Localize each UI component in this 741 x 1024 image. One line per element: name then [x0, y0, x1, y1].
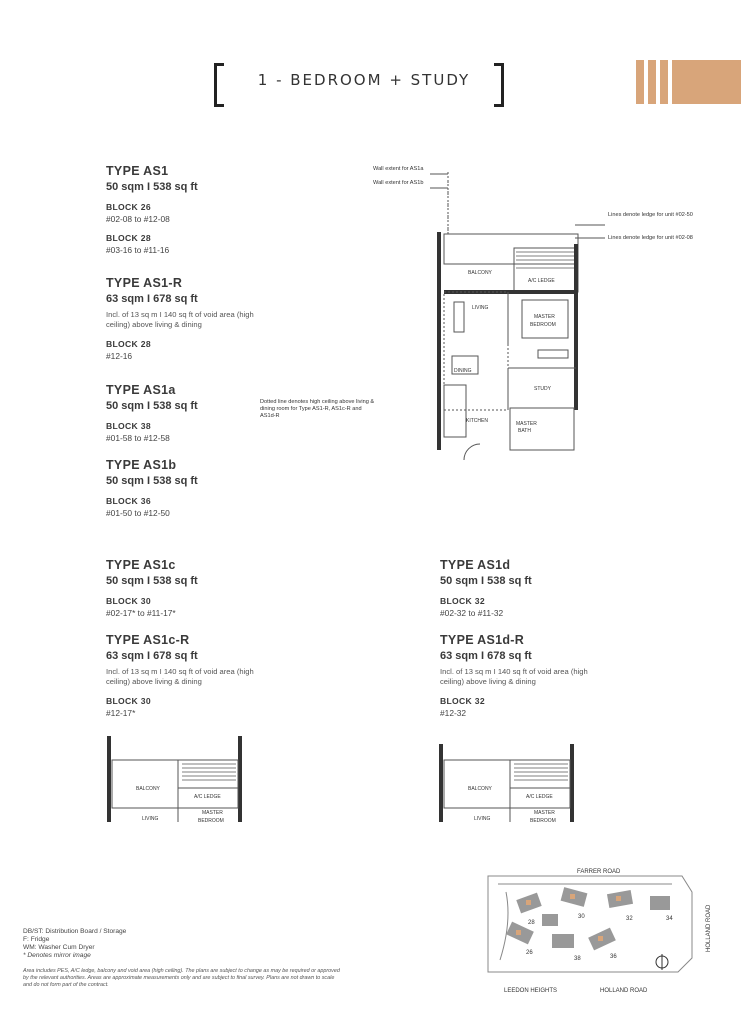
block-units: #02-17* to #11-17*	[106, 608, 176, 618]
title-bracket-left	[214, 63, 224, 107]
unit-type-as1d	[440, 558, 532, 618]
main-floor-plan	[430, 160, 615, 480]
room-master-bedroom-line1: MASTER	[534, 810, 555, 816]
block-number: 32	[626, 916, 633, 922]
unit-type-as1c-r	[106, 633, 266, 718]
annotation-dotted-line: Dotted line denotes high ceiling above living & dining room for Type AS1-R, AS1c-R and AS1d-R	[260, 399, 375, 419]
annotation-wall-as1a: Wall extent for AS1a	[373, 166, 424, 172]
room-master-bedroom-line2: BEDROOM	[198, 818, 224, 824]
partial-plan-as1d-r	[436, 744, 581, 828]
room-living: LIVING	[474, 816, 491, 822]
unit-type-as1c	[106, 558, 198, 618]
block-number: 28	[528, 920, 535, 926]
road-holland-bottom: HOLLAND ROAD	[600, 988, 648, 994]
block-units: #01-58 to #12-58	[106, 433, 170, 443]
room-living: LIVING	[142, 816, 159, 822]
unit-type-name: TYPE AS1c-R	[106, 633, 190, 647]
room-ac-ledge: A/C LEDGE	[528, 278, 555, 284]
annotation-ledge-0208: Lines denote ledge for unit #02-08	[608, 235, 693, 241]
accent-stripe-3	[660, 60, 668, 104]
unit-size: 63 sqm I 678 sq ft	[440, 650, 532, 662]
unit-type-as1	[106, 164, 198, 255]
unit-size: 50 sqm I 538 sq ft	[440, 575, 532, 587]
unit-size: 50 sqm I 538 sq ft	[106, 475, 198, 487]
unit-size: 63 sqm I 678 sq ft	[106, 650, 198, 662]
block-label: BLOCK 36	[106, 496, 151, 506]
road-leedon-heights: LEEDON HEIGHTS	[504, 988, 558, 994]
unit-size: 50 sqm I 538 sq ft	[106, 181, 198, 193]
unit-type-name: TYPE AS1	[106, 164, 169, 178]
room-living: LIVING	[472, 305, 489, 311]
unit-type-name: TYPE AS1b	[106, 458, 177, 472]
block-label: BLOCK 30	[106, 696, 151, 706]
room-balcony: BALCONY	[468, 270, 492, 276]
site-plan	[482, 862, 718, 1002]
page-title: 1 - BEDROOM + STUDY	[257, 71, 471, 89]
block-units: #01-50 to #12-50	[106, 508, 170, 518]
block-number: 30	[578, 914, 585, 920]
block-label: BLOCK 28	[106, 339, 151, 349]
room-ac-ledge: A/C LEDGE	[194, 794, 221, 800]
block-label: BLOCK 30	[106, 596, 151, 606]
room-master-bath-line1: MASTER	[516, 421, 537, 427]
block-label: BLOCK 28	[106, 233, 151, 243]
accent-stripe-1	[636, 60, 644, 104]
block-number: 38	[574, 956, 581, 962]
unit-size: 63 sqm I 678 sq ft	[106, 293, 198, 305]
unit-type-as1d-r	[440, 633, 600, 718]
block-label: BLOCK 38	[106, 421, 151, 431]
block-units: #12-16	[106, 351, 133, 361]
unit-type-as1a	[106, 383, 198, 443]
block-number: 36	[610, 954, 617, 960]
legend	[23, 928, 126, 960]
room-dining: DINING	[454, 368, 472, 374]
unit-type-name: TYPE AS1a	[106, 383, 176, 397]
block-label: BLOCK 32	[440, 696, 485, 706]
legend-db-st: DB/ST: Distribution Board / Storage	[23, 928, 127, 935]
accent-block	[672, 60, 741, 104]
room-master-bedroom-line2: BEDROOM	[530, 818, 556, 824]
annotation-ledge-0250: Lines denote ledge for unit #02-50	[608, 212, 693, 218]
block-units: #02-08 to #12-08	[106, 214, 170, 224]
block-label: BLOCK 32	[440, 596, 485, 606]
unit-type-as1b	[106, 458, 198, 518]
void-area-note: Incl. of 13 sq m I 140 sq ft of void area (high ceiling) above living & dining	[106, 667, 254, 686]
partial-plan-as1c-r	[104, 736, 249, 828]
unit-size: 50 sqm I 538 sq ft	[106, 400, 198, 412]
disclaimer: Area includes PES, A/C ledge, balcony and void area (high ceiling). The plans are subject to change as may be required or approved by the relevant authorities. Areas are approximate measurements only and are subject to final survey. Plans are not drawn to scale and do not form part of the contract.	[23, 968, 340, 988]
block-units: #02-32 to #11-32	[440, 608, 504, 618]
block-number: 26	[526, 950, 533, 956]
unit-type-name: TYPE AS1d-R	[440, 633, 525, 647]
annotation-wall-as1b: Wall extent for AS1b	[373, 180, 424, 186]
legend-fridge: F: Fridge	[23, 936, 50, 943]
void-area-note: Incl. of 13 sq m I 140 sq ft of void area (high ceiling) above living & dining	[106, 310, 254, 329]
road-holland-side: HOLLAND ROAD	[706, 904, 712, 952]
legend-wm: WM: Washer Cum Dryer	[23, 944, 95, 951]
title-bracket-right	[494, 63, 504, 107]
room-balcony: BALCONY	[468, 786, 492, 792]
unit-type-as1-r	[106, 276, 266, 361]
unit-type-name: TYPE AS1c	[106, 558, 176, 572]
room-ac-ledge: A/C LEDGE	[526, 794, 553, 800]
road-farrer: FARRER ROAD	[577, 869, 621, 875]
room-balcony: BALCONY	[136, 786, 160, 792]
room-master-bedroom-line1: MASTER	[202, 810, 223, 816]
room-master-bedroom-line1: MASTER	[534, 314, 555, 320]
unit-type-name: TYPE AS1d	[440, 558, 511, 572]
room-master-bedroom-line2: BEDROOM	[530, 322, 556, 328]
legend-mirror: * Denotes mirror image	[23, 952, 91, 959]
room-kitchen: KITCHEN	[466, 418, 488, 424]
block-number: 34	[666, 916, 673, 922]
block-units: #03-16 to #11-16	[106, 245, 170, 255]
block-label: BLOCK 26	[106, 202, 151, 212]
unit-type-name: TYPE AS1-R	[106, 276, 183, 290]
room-study: STUDY	[534, 386, 551, 392]
block-units: #12-17*	[106, 708, 136, 718]
accent-stripe-2	[648, 60, 656, 104]
room-master-bath-line2: BATH	[518, 428, 531, 434]
block-units: #12-32	[440, 708, 467, 718]
unit-size: 50 sqm I 538 sq ft	[106, 575, 198, 587]
void-area-note: Incl. of 13 sq m I 140 sq ft of void area (high ceiling) above living & dining	[440, 667, 588, 686]
